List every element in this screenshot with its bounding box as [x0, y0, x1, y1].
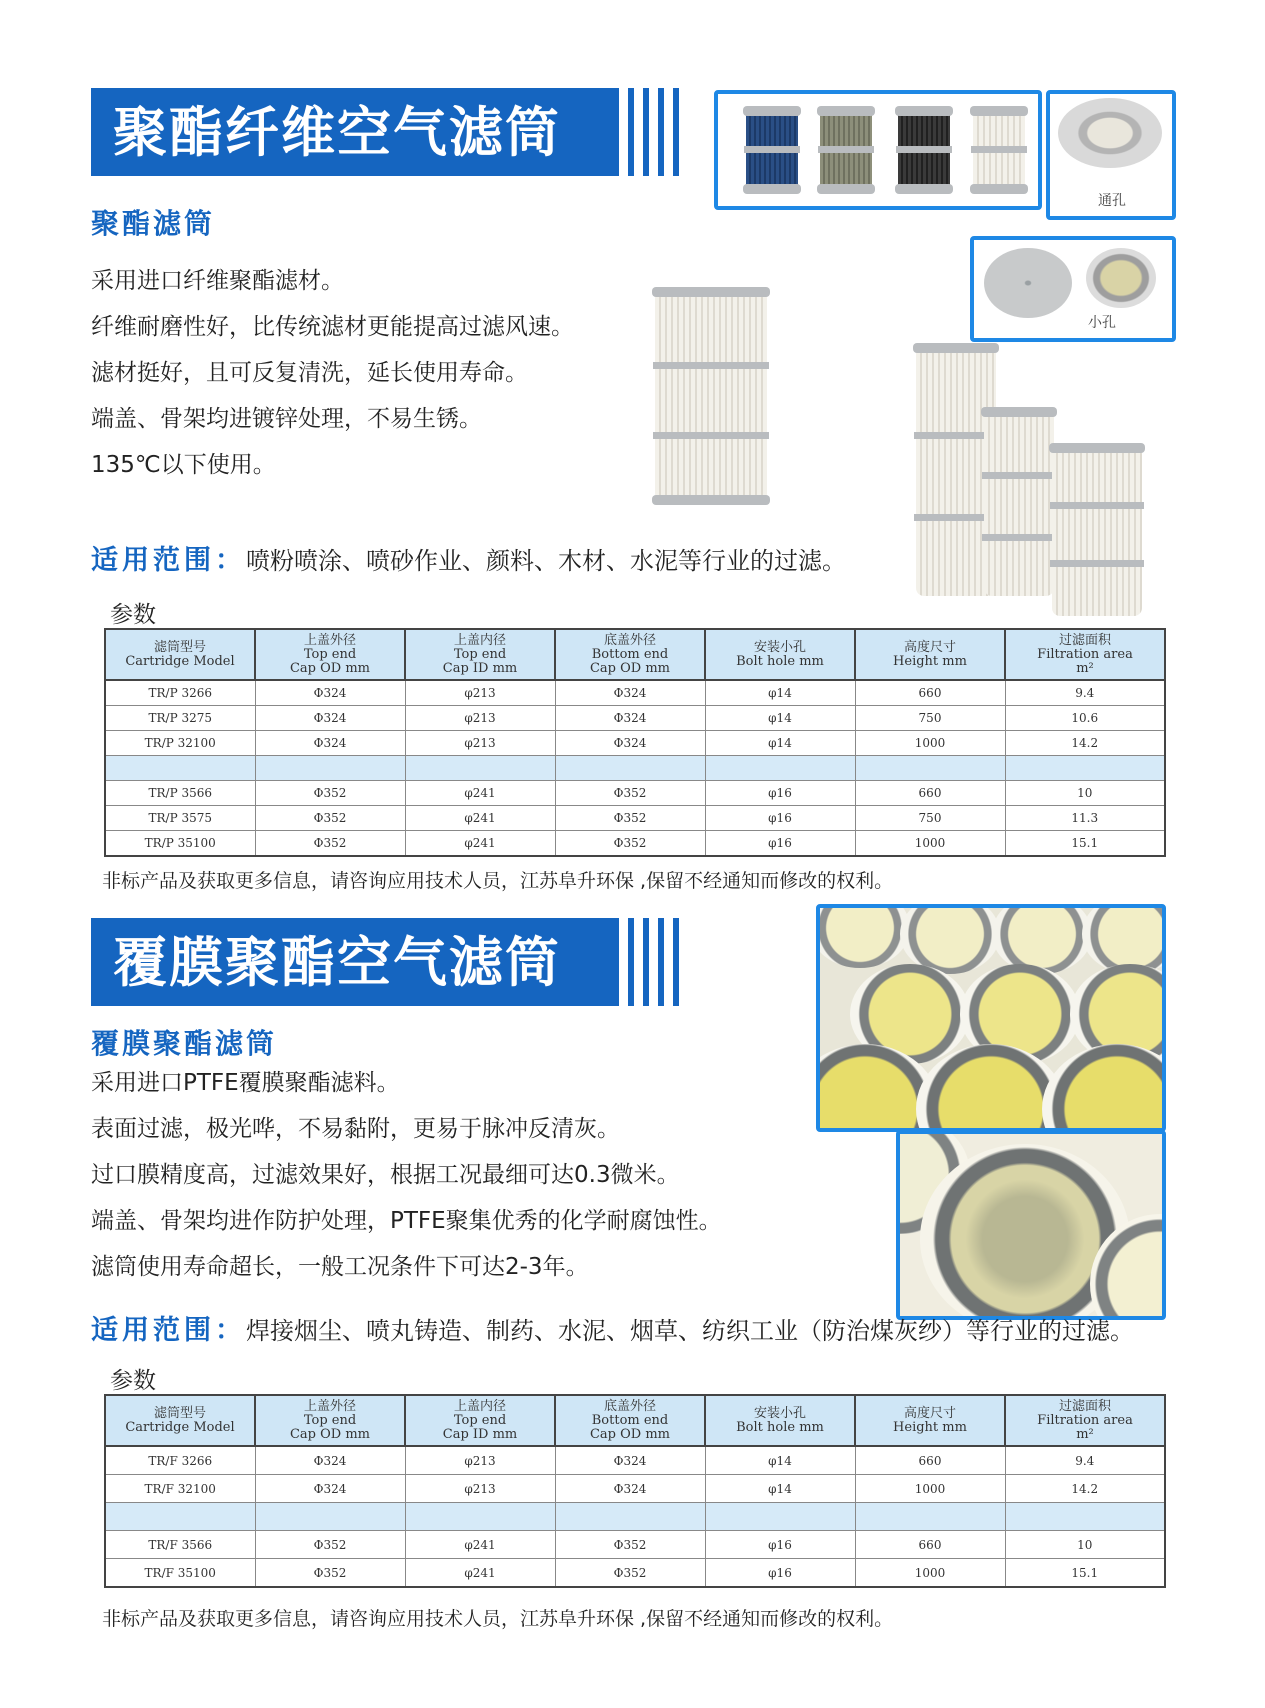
table-cell: Φ324 — [255, 731, 405, 756]
table-row — [105, 1446, 1165, 1475]
table-cell — [855, 756, 1005, 781]
table-cell: φ16 — [705, 831, 855, 857]
table-cell: φ14 — [705, 680, 855, 706]
table-row — [105, 1475, 1165, 1503]
table-cell: 15.1 — [1005, 1559, 1165, 1588]
table-cell: φ16 — [705, 806, 855, 831]
table-cell — [1005, 756, 1165, 781]
column-header: 上盖内径 Top end Cap ID mm — [405, 629, 555, 680]
table-cell: 750 — [855, 706, 1005, 731]
white-cartridge-image — [1052, 446, 1142, 616]
table-cell: Φ352 — [555, 781, 705, 806]
section1-note: 非标产品及获取更多信息，请咨询应用技术人员，江苏阜升环保 ,保留不经通知而修改的权利。 — [102, 870, 894, 892]
feature-line: 滤材挺好，且可反复清洗，延长使用寿命。 — [91, 360, 528, 386]
table-cell: 10.6 — [1005, 706, 1165, 731]
table-row — [105, 706, 1165, 731]
table-row — [105, 680, 1165, 706]
table-row — [105, 756, 1165, 781]
table-cell: 1000 — [855, 731, 1005, 756]
section1-scope — [91, 538, 846, 577]
table-cell — [255, 1503, 405, 1531]
table-cell: φ213 — [405, 680, 555, 706]
section1-params-label: 参数 — [110, 602, 156, 628]
table-cell: 1000 — [855, 831, 1005, 857]
table-cell: φ241 — [405, 806, 555, 831]
table-cell: 750 — [855, 806, 1005, 831]
table-cell — [555, 1503, 705, 1531]
table-cell: Φ352 — [255, 831, 405, 857]
table-cell: φ16 — [705, 1531, 855, 1559]
table-cell: Φ352 — [255, 1559, 405, 1588]
section1-banner — [91, 88, 616, 176]
table-cell: Φ352 — [255, 806, 405, 831]
table-cell: Φ352 — [555, 1559, 705, 1588]
table-row — [105, 1531, 1165, 1559]
column-header: 安装小孔 Bolt hole mm — [705, 1395, 855, 1446]
section1-features — [91, 258, 574, 488]
feature-line: 表面过滤，极光哗，不易黏附，更易于脉冲反清灰。 — [91, 1116, 620, 1142]
table-cell — [705, 1503, 855, 1531]
table-cell: φ14 — [705, 706, 855, 731]
table-cell: 660 — [855, 680, 1005, 706]
small-hole-photo — [970, 236, 1176, 342]
table-cell: 10 — [1005, 781, 1165, 806]
table-cell: 14.2 — [1005, 1475, 1165, 1503]
section2-banner — [91, 918, 616, 1006]
table-cell: Φ324 — [255, 706, 405, 731]
table-cell — [405, 756, 555, 781]
table-cell: Φ352 — [255, 781, 405, 806]
section2-title: 覆膜聚酯空气滤筒 — [113, 930, 561, 994]
table-header-row — [105, 629, 1165, 680]
table-cell: 660 — [855, 1446, 1005, 1475]
table-cell: Φ324 — [555, 1475, 705, 1503]
table-cell: Φ324 — [555, 1446, 705, 1475]
column-header: 安装小孔 Bolt hole mm — [705, 629, 855, 680]
table-cell: TR/P 3275 — [105, 706, 255, 731]
table-cell — [105, 756, 255, 781]
section2-banner-stripes — [598, 918, 688, 1006]
table-cell: Φ324 — [255, 1475, 405, 1503]
feature-line: 纤维耐磨性好，比传统滤材更能提高过滤风速。 — [91, 314, 574, 340]
table-cell: 9.4 — [1005, 1446, 1165, 1475]
column-header: 上盖外径 Top end Cap OD mm — [255, 1395, 405, 1446]
table-cell: Φ324 — [555, 706, 705, 731]
table-cell: TR/P 3566 — [105, 781, 255, 806]
scope-label: 适用范围： — [91, 545, 246, 576]
table-row — [105, 806, 1165, 831]
table-cell: Φ324 — [255, 680, 405, 706]
table-cell: 15.1 — [1005, 831, 1165, 857]
column-header: 底盖外径 Bottom end Cap OD mm — [555, 1395, 705, 1446]
table-cell — [555, 756, 705, 781]
through-hole-caption: 通孔 — [1098, 193, 1126, 209]
table-cell: Φ324 — [555, 731, 705, 756]
table-cell: φ241 — [405, 1559, 555, 1588]
table-cell: 11.3 — [1005, 806, 1165, 831]
feature-line: 采用进口纤维聚酯滤材。 — [91, 268, 344, 294]
column-header: 高度尺寸 Height mm — [855, 629, 1005, 680]
table-cell — [105, 1503, 255, 1531]
section2-spec-table — [104, 1394, 1166, 1588]
scope-label: 适用范围： — [91, 1315, 246, 1346]
table-cell — [405, 1503, 555, 1531]
section2-scope — [91, 1308, 1134, 1347]
column-header: 滤筒型号 Cartridge Model — [105, 629, 255, 680]
section2-note: 非标产品及获取更多信息，请咨询应用技术人员，江苏阜升环保 ,保留不经通知而修改的权利。 — [102, 1608, 894, 1630]
feature-line: 过口膜精度高，过滤效果好，根据工况最细可达0.3微米。 — [91, 1162, 680, 1188]
through-hole-photo — [1046, 90, 1176, 220]
table-row — [105, 831, 1165, 857]
small-hole-caption: 小孔 — [1088, 315, 1116, 331]
feature-line: 135℃以下使用。 — [91, 452, 276, 478]
table-cell: TR/P 35100 — [105, 831, 255, 857]
white-cartridge-image — [655, 290, 767, 502]
table-cell: φ241 — [405, 831, 555, 857]
table-cell: 10 — [1005, 1531, 1165, 1559]
table-cell: φ213 — [405, 706, 555, 731]
table-cell: φ14 — [705, 731, 855, 756]
table-row — [105, 731, 1165, 756]
table-cell: φ16 — [705, 1559, 855, 1588]
column-header: 上盖内径 Top end Cap ID mm — [405, 1395, 555, 1446]
table-row — [105, 1503, 1165, 1531]
table-cell — [705, 756, 855, 781]
section1-subtitle: 聚酯滤筒 — [91, 207, 216, 240]
scope-text: 喷粉喷涂、喷砂作业、颜料、木材、水泥等行业的过滤。 — [246, 547, 846, 575]
table-cell: 660 — [855, 1531, 1005, 1559]
scope-text: 焊接烟尘、喷丸铸造、制药、水泥、烟草、纺织工业（防治煤灰纱）等行业的过滤。 — [246, 1317, 1134, 1345]
white-cartridge-image — [984, 410, 1054, 596]
column-header: 底盖外径 Bottom end Cap OD mm — [555, 629, 705, 680]
table-header-row — [105, 1395, 1165, 1446]
table-cell: φ213 — [405, 1475, 555, 1503]
section1-title: 聚酯纤维空气滤筒 — [113, 100, 561, 164]
column-header: 高度尺寸 Height mm — [855, 1395, 1005, 1446]
table-cell: Φ324 — [255, 1446, 405, 1475]
table-cell: Φ352 — [555, 806, 705, 831]
color-cartridges-photo — [714, 90, 1042, 210]
feature-line: 滤筒使用寿命超长，一般工况条件下可达2-3年。 — [91, 1254, 589, 1280]
feature-line: 端盖、骨架均进镀锌处理，不易生锈。 — [91, 406, 482, 432]
feature-line: 采用进口PTFE覆膜聚酯滤料。 — [91, 1070, 400, 1096]
section1-spec-table — [104, 628, 1166, 857]
table-cell: TR/P 3266 — [105, 680, 255, 706]
section2-features — [91, 1060, 722, 1290]
section2-subtitle: 覆膜聚酯滤筒 — [91, 1027, 278, 1060]
table-cell: TR/F 3566 — [105, 1531, 255, 1559]
table-cell: φ213 — [405, 731, 555, 756]
column-header: 上盖外径 Top end Cap OD mm — [255, 629, 405, 680]
table-cell: TR/F 32100 — [105, 1475, 255, 1503]
table-cell: 1000 — [855, 1559, 1005, 1588]
table-cell: Φ352 — [555, 1531, 705, 1559]
table-cell: Φ352 — [255, 1531, 405, 1559]
table-cell: TR/P 3575 — [105, 806, 255, 831]
table-cell: 9.4 — [1005, 680, 1165, 706]
feature-line: 端盖、骨架均进作防护处理，PTFE聚集优秀的化学耐腐蚀性。 — [91, 1208, 722, 1234]
table-cell: TR/P 32100 — [105, 731, 255, 756]
table-cell: 1000 — [855, 1475, 1005, 1503]
column-header: 过滤面积 Filtration area m² — [1005, 1395, 1165, 1446]
table-cell: Φ352 — [555, 831, 705, 857]
table-cell: 14.2 — [1005, 731, 1165, 756]
table-cell: Φ324 — [555, 680, 705, 706]
table-cell: TR/F 3266 — [105, 1446, 255, 1475]
section2-params-label: 参数 — [110, 1368, 156, 1394]
table-cell: φ241 — [405, 1531, 555, 1559]
table-cell — [1005, 1503, 1165, 1531]
table-row — [105, 1559, 1165, 1588]
table-cell: TR/F 35100 — [105, 1559, 255, 1588]
table-cell: φ241 — [405, 781, 555, 806]
section1-banner-stripes — [598, 88, 688, 176]
table-cell — [255, 756, 405, 781]
column-header: 过滤面积 Filtration area m² — [1005, 629, 1165, 680]
table-cell: φ14 — [705, 1446, 855, 1475]
column-header: 滤筒型号 Cartridge Model — [105, 1395, 255, 1446]
table-row — [105, 781, 1165, 806]
table-cell: φ213 — [405, 1446, 555, 1475]
table-cell — [855, 1503, 1005, 1531]
table-cell: φ16 — [705, 781, 855, 806]
coated-cartridges-photo — [816, 904, 1166, 1132]
table-cell: 660 — [855, 781, 1005, 806]
coated-cartridge-closeup-photo — [896, 1130, 1166, 1320]
table-cell: φ14 — [705, 1475, 855, 1503]
